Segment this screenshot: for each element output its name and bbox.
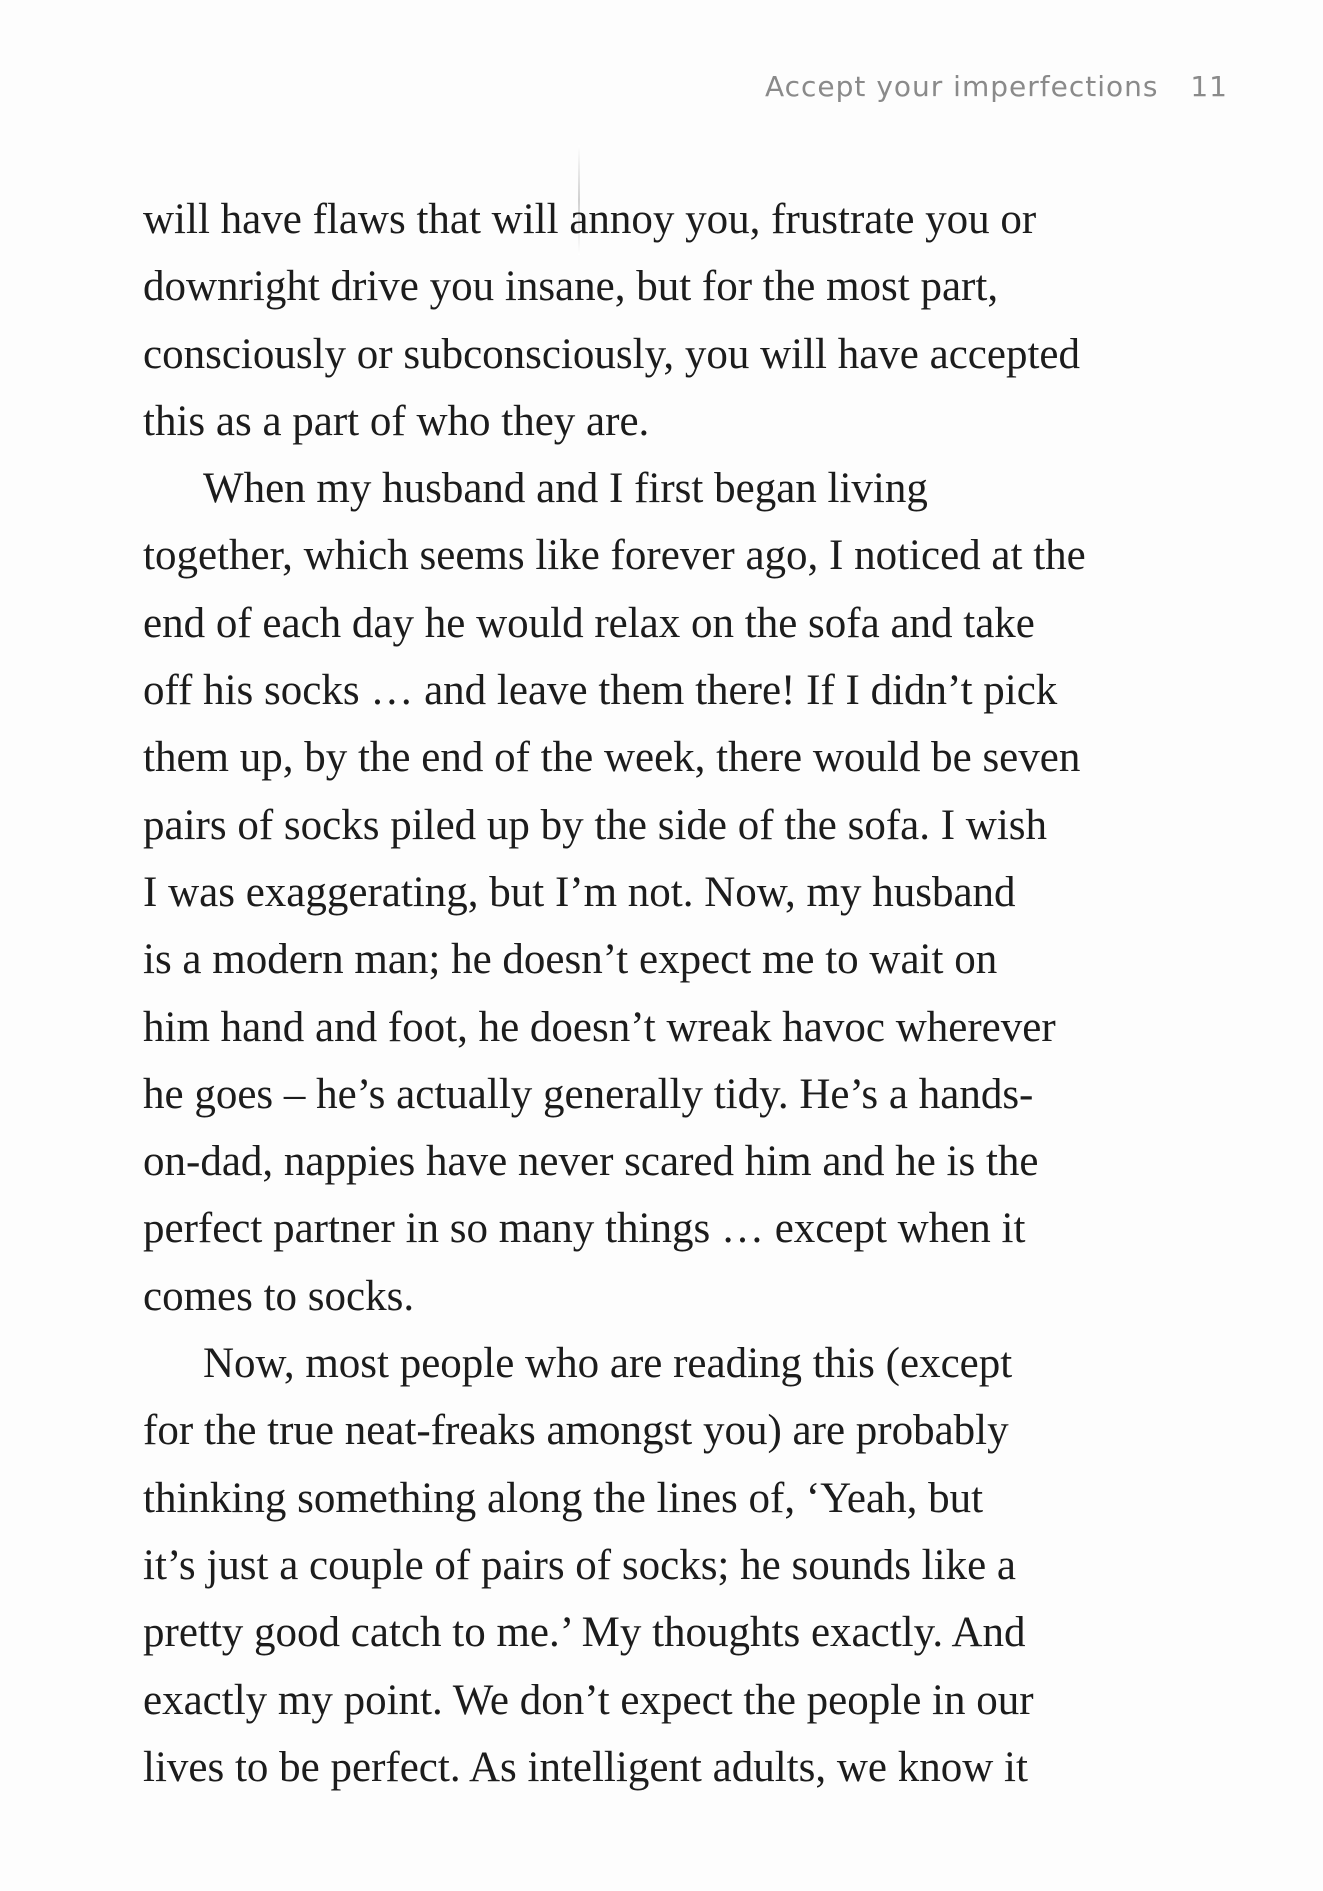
text-line: is a modern man; he doesn’t expect me to wait on xyxy=(143,936,998,984)
text-line: for the true neat-freaks amongst you) are probably xyxy=(143,1407,1009,1455)
text-line: he goes – he’s actually generally tidy. He’s a hands- xyxy=(143,1070,1034,1118)
text-line: When my husband and I first began living xyxy=(203,465,928,513)
text-line: thinking something along the lines of, ‘Yeah, but xyxy=(143,1474,984,1522)
text-line: on-dad, nappies have never scared him and he is the xyxy=(143,1138,1039,1186)
text-line: pairs of socks piled up by the side of the sofa. I wish xyxy=(143,801,1048,849)
text-line: it’s just a couple of pairs of socks; he sounds like a xyxy=(143,1541,1016,1589)
text-line: this as a part of who they are. xyxy=(143,397,650,445)
text-line: off his socks … and leave them there! If I didn’t pick xyxy=(143,667,1058,715)
text-line: pretty good catch to me.’ My thoughts exactly. And xyxy=(143,1609,1026,1657)
page-number: 11 xyxy=(1190,70,1228,103)
text-line: lives to be perfect. As intelligent adults, we know it xyxy=(143,1743,1028,1791)
text-line: perfect partner in so many things … except when it xyxy=(143,1205,1026,1253)
text-line: him hand and foot, he doesn’t wreak havoc wherever xyxy=(143,1003,1056,1051)
text-line: consciously or subconsciously, you will have accepted xyxy=(143,330,1081,378)
paragraph-2 xyxy=(143,455,1193,1330)
running-head xyxy=(765,70,1228,103)
text-line: comes to socks. xyxy=(143,1272,415,1320)
paragraph-3 xyxy=(143,1330,1193,1801)
text-line: exactly my point. We don’t expect the people in our xyxy=(143,1676,1034,1724)
text-line: together, which seems like forever ago, I noticed at the xyxy=(143,532,1086,580)
text-line: downright drive you insane, but for the most part, xyxy=(143,263,999,311)
body-text xyxy=(143,186,1193,1801)
text-line: I was exaggerating, but I’m not. Now, my husband xyxy=(143,868,1016,916)
text-line: end of each day he would relax on the sofa and take xyxy=(143,599,1035,647)
text-line: Now, most people who are reading this (except xyxy=(203,1340,1013,1388)
paragraph-1 xyxy=(143,186,1193,455)
text-line: will have flaws that will annoy you, frustrate you or xyxy=(143,196,1037,243)
running-head-title: Accept your imperfections xyxy=(764,70,1159,103)
text-line: them up, by the end of the week, there would be seven xyxy=(143,734,1081,782)
